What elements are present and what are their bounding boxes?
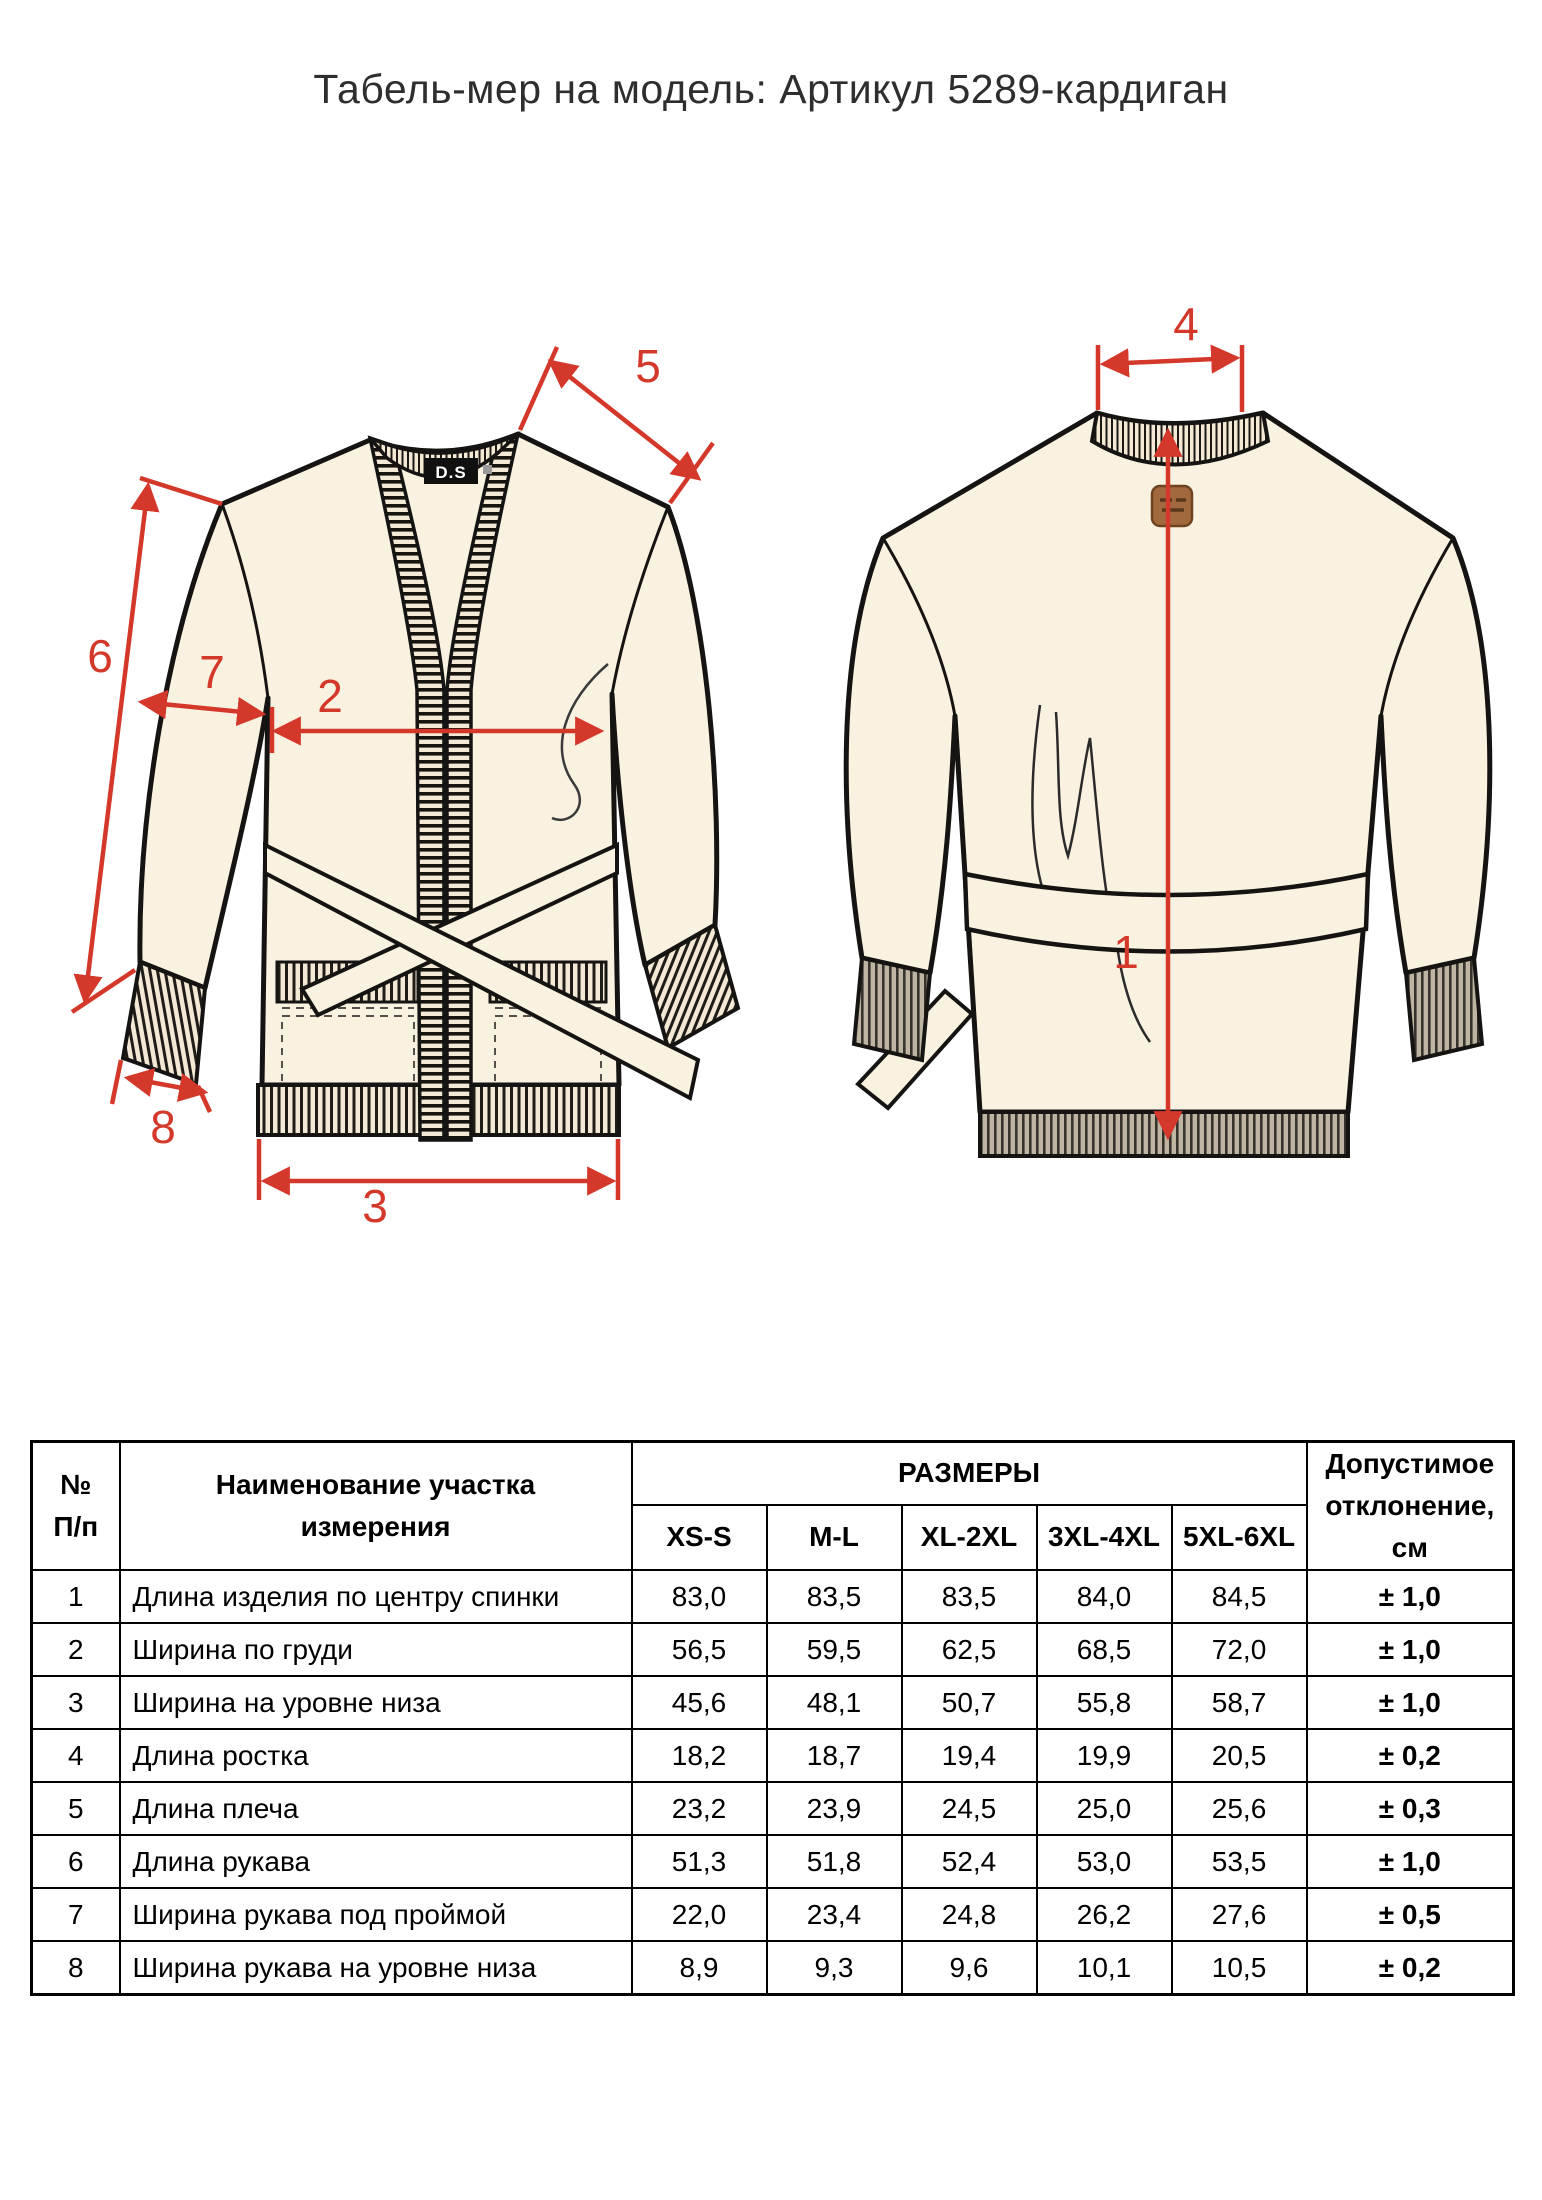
- row-value: 52,4: [902, 1835, 1037, 1888]
- dim-4-neck-width: [1098, 298, 1242, 412]
- row-value: 50,7: [902, 1676, 1037, 1729]
- row-value: 72,0: [1172, 1623, 1307, 1676]
- back-cuff-left: [854, 958, 930, 1060]
- row-value: 18,2: [632, 1729, 767, 1782]
- row-value: 56,5: [632, 1623, 767, 1676]
- dim-label-5: 5: [635, 340, 661, 392]
- row-name: Ширина рукава на уровне низа: [120, 1941, 632, 1995]
- row-name: Длина изделия по центру спинки: [120, 1570, 632, 1623]
- row-name: Ширина на уровне низа: [120, 1676, 632, 1729]
- row-value: 26,2: [1037, 1888, 1172, 1941]
- dim-label-2: 2: [317, 670, 343, 722]
- row-tolerance: ± 0,2: [1307, 1729, 1514, 1782]
- page-title: Табель-мер на модель: Артикул 5289-кардиган: [313, 66, 1229, 112]
- row-value: 53,5: [1172, 1835, 1307, 1888]
- row-value: 23,9: [767, 1782, 902, 1835]
- size-col-xs-s: XS-S: [632, 1505, 767, 1570]
- row-value: 83,5: [902, 1570, 1037, 1623]
- table-row: [32, 1835, 1514, 1888]
- table-row: [32, 1729, 1514, 1782]
- row-value: 20,5: [1172, 1729, 1307, 1782]
- row-value: 83,5: [767, 1570, 902, 1623]
- row-number: 7: [32, 1888, 120, 1941]
- row-value: 9,6: [902, 1941, 1037, 1995]
- table-row: [32, 1888, 1514, 1941]
- row-value: 58,7: [1172, 1676, 1307, 1729]
- row-value: 25,0: [1037, 1782, 1172, 1835]
- col-header-sizes: РАЗМЕРЫ: [632, 1442, 1307, 1505]
- back-leather-patch: [1152, 486, 1192, 526]
- row-number: 8: [32, 1941, 120, 1995]
- dim-label-1: 1: [1113, 926, 1139, 978]
- row-value: 22,0: [632, 1888, 767, 1941]
- size-col-5xl-6xl: 5XL-6XL: [1172, 1505, 1307, 1570]
- row-tolerance: ± 1,0: [1307, 1835, 1514, 1888]
- row-value: 23,4: [767, 1888, 902, 1941]
- front-view: [123, 434, 738, 1140]
- dim-label-6: 6: [87, 630, 113, 682]
- row-value: 68,5: [1037, 1623, 1172, 1676]
- row-value: 24,5: [902, 1782, 1037, 1835]
- row-value: 24,8: [902, 1888, 1037, 1941]
- col-header-number: № П/п: [32, 1442, 120, 1571]
- row-value: 55,8: [1037, 1676, 1172, 1729]
- row-value: 25,6: [1172, 1782, 1307, 1835]
- row-value: 10,1: [1037, 1941, 1172, 1995]
- row-value: 51,3: [632, 1835, 767, 1888]
- row-value: 8,9: [632, 1941, 767, 1995]
- size-col-3xl-4xl: 3XL-4XL: [1037, 1505, 1172, 1570]
- brand-tag-text: D.S: [435, 463, 467, 482]
- row-value: 53,0: [1037, 1835, 1172, 1888]
- table-row: [32, 1676, 1514, 1729]
- table-row: [32, 1623, 1514, 1676]
- row-tolerance: ± 1,0: [1307, 1570, 1514, 1623]
- row-name: Длина плеча: [120, 1782, 632, 1835]
- row-value: 51,8: [767, 1835, 902, 1888]
- row-value: 19,4: [902, 1729, 1037, 1782]
- row-tolerance: ± 0,5: [1307, 1888, 1514, 1941]
- col-header-name: Наименование участка измерения: [120, 1442, 632, 1571]
- row-value: 19,9: [1037, 1729, 1172, 1782]
- table-row: [32, 1782, 1514, 1835]
- row-value: 84,5: [1172, 1570, 1307, 1623]
- table-row: [32, 1570, 1514, 1623]
- row-name: Ширина по груди: [120, 1623, 632, 1676]
- dim-label-8: 8: [150, 1101, 176, 1153]
- row-value: 62,5: [902, 1623, 1037, 1676]
- row-value: 23,2: [632, 1782, 767, 1835]
- row-value: 18,7: [767, 1729, 902, 1782]
- row-value: 9,3: [767, 1941, 902, 1995]
- col-header-tolerance: Допустимое отклонение, см: [1307, 1442, 1514, 1571]
- dim-label-7: 7: [199, 646, 225, 698]
- row-number: 2: [32, 1623, 120, 1676]
- dim-label-3: 3: [362, 1180, 388, 1232]
- cardigan-technical-drawing: [0, 170, 1542, 1290]
- measurement-table: [30, 1440, 1515, 1996]
- row-tolerance: ± 0,3: [1307, 1782, 1514, 1835]
- row-number: 5: [32, 1782, 120, 1835]
- row-value: 10,5: [1172, 1941, 1307, 1995]
- row-number: 4: [32, 1729, 120, 1782]
- row-value: 45,6: [632, 1676, 767, 1729]
- row-tolerance: ± 0,2: [1307, 1941, 1514, 1995]
- size-col-m-l: M-L: [767, 1505, 902, 1570]
- row-value: 84,0: [1037, 1570, 1172, 1623]
- row-name: Ширина рукава под проймой: [120, 1888, 632, 1941]
- row-tolerance: ± 1,0: [1307, 1676, 1514, 1729]
- size-col-xl-2xl: XL-2XL: [902, 1505, 1037, 1570]
- row-value: 27,6: [1172, 1888, 1307, 1941]
- row-number: 3: [32, 1676, 120, 1729]
- back-hem-rib: [980, 1112, 1348, 1156]
- dim-3-bottom-width: [259, 1139, 618, 1232]
- row-number: 6: [32, 1835, 120, 1888]
- row-tolerance: ± 1,0: [1307, 1623, 1514, 1676]
- row-name: Длина ростка: [120, 1729, 632, 1782]
- row-value: 48,1: [767, 1676, 902, 1729]
- back-cuff-right: [1406, 958, 1482, 1060]
- dim-label-4: 4: [1173, 298, 1199, 350]
- row-value: 59,5: [767, 1623, 902, 1676]
- row-name: Длина рукава: [120, 1835, 632, 1888]
- row-value: 83,0: [632, 1570, 767, 1623]
- row-number: 1: [32, 1570, 120, 1623]
- technical-drawing-area: [0, 170, 1542, 1290]
- table-row: [32, 1941, 1514, 1995]
